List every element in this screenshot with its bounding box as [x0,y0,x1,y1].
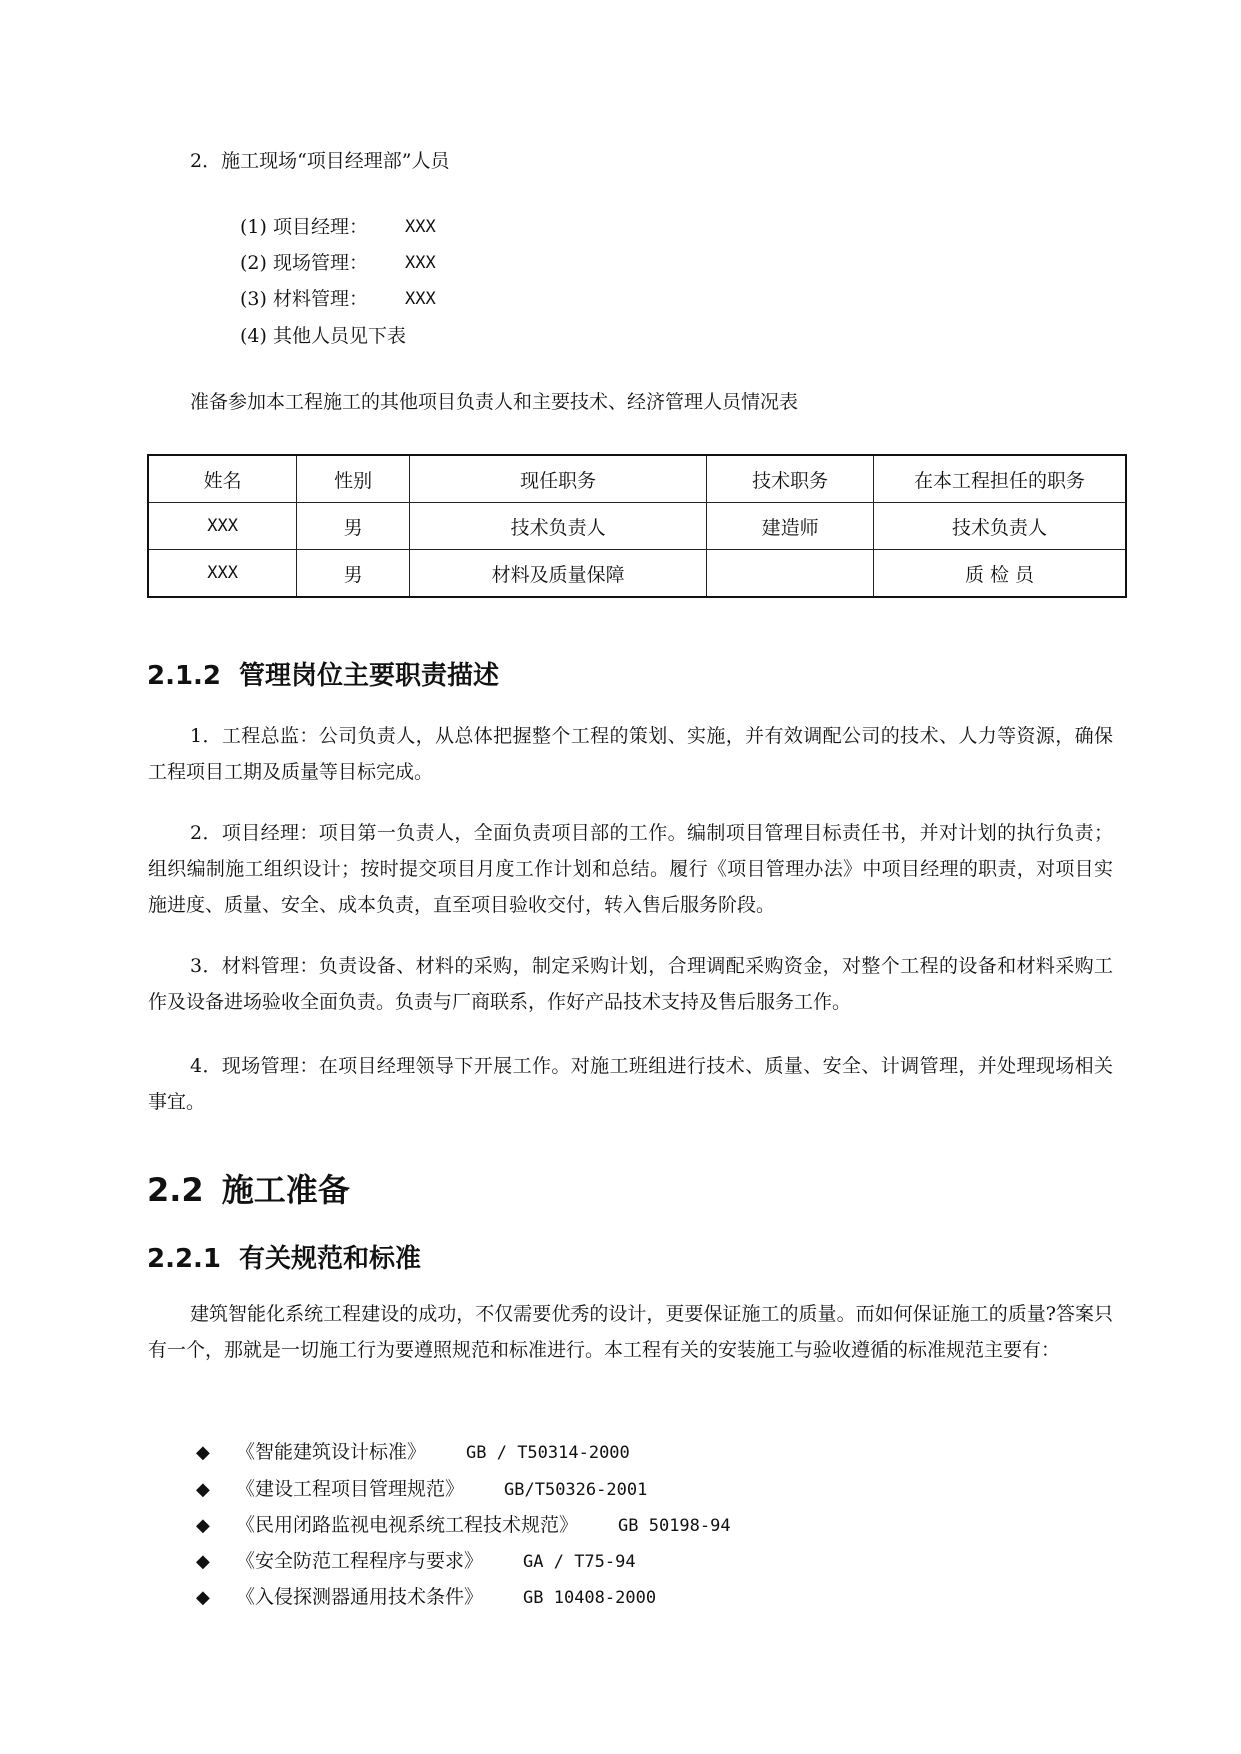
standard-code: GB / T50314-2000 [466,1443,630,1463]
diamond-bullet-icon: ◆ [196,1442,210,1463]
table-cell: 建造师 [707,503,874,550]
table-cell [707,550,874,598]
duty-paragraph-4: 4．现场管理：在项目经理领导下开展工作。对施工班组进行技术、质量、安全、计调管理，并处理现场相关事宜。 [148,1055,1113,1113]
section-heading-2-2 [147,1165,350,1211]
section-number: 2.2 [147,1171,204,1209]
table-row [148,550,1126,598]
diamond-bullet-icon: ◆ [196,1515,210,1536]
standard-name: 《安全防范工程程序与要求》 [236,1550,484,1572]
standards-intro-paragraph: 建筑智能化系统工程建设的成功，不仅需要优秀的设计，更要保证施工的质量。而如何保证施工的质量?答案只有一个，那就是一切施工行为要遵照规范和标准进行。本工程有关的安装施工与验收遵循的标准规范主要有： [148,1303,1113,1361]
table-header-cell: 技术职务 [707,455,874,503]
section-title: 管理岗位主要职责描述 [239,661,500,691]
table-cell: 技术负责人 [410,503,707,550]
staff-list-item-2 [240,245,436,281]
staff-list-label: (1) 项目经理： [240,216,368,238]
table-cell: XXX [148,550,297,598]
section-heading-2-1-2 [147,655,499,692]
standard-code: GA / T75-94 [523,1552,636,1572]
section-heading-2-2-1 [147,1238,421,1275]
standard-item [196,1471,647,1508]
standard-code: GB 10408-2000 [523,1588,657,1608]
table-header-cell: 现任职务 [410,455,707,503]
diamond-bullet-icon: ◆ [196,1551,210,1572]
intro-heading: 2．施工现场“项目经理部”人员 [190,150,450,172]
section-number: 2.1.2 [147,661,222,691]
table-header-row [148,455,1126,503]
standard-name: 《智能建筑设计标准》 [236,1441,427,1463]
staff-list-item-3 [240,281,436,317]
staff-list-item-4 [240,318,406,354]
staff-list-label: (4) 其他人员见下表 [240,325,406,347]
table-cell: 男 [297,550,410,598]
staff-list-label: (2) 现场管理： [240,252,368,274]
staff-list-value: XXX [405,217,436,237]
duty-paragraph-3: 3．材料管理：负责设备、材料的采购，制定采购计划，合理调配采购资金，对整个工程的设备和材料采购工作及设备进场验收全面负责。负责与厂商联系，作好产品技术支持及售后服务工作。 [148,955,1113,1013]
standard-name: 《建设工程项目管理规范》 [236,1478,465,1500]
table-cell: XXX [148,503,297,550]
staff-list-item-1 [240,209,436,245]
standard-name: 《入侵探测器通用技术条件》 [236,1586,484,1608]
staff-list-label: (3) 材料管理： [240,288,368,310]
standard-item [196,1579,656,1616]
standard-item [196,1543,636,1580]
table-cell: 男 [297,503,410,550]
standard-code: GB/T50326-2001 [504,1480,648,1500]
standard-item [196,1507,731,1544]
duty-paragraph-2: 2．项目经理：项目第一负责人，全面负责项目部的工作。编制项目管理目标责任书，并对计划的执行负责；组织编制施工组织设计；按时提交项目月度工作计划和总结。履行《项目管理办法》中项目经理的职责，对项目实施进度、质量、安全、成本负责，直至项目验收交付，转入售后服务阶段。 [148,822,1113,916]
table-cell: 质 检 员 [874,550,1127,598]
standard-code: GB 50198-94 [618,1516,731,1536]
staff-list-value: XXX [405,289,436,309]
table-row [148,503,1126,550]
table-cell: 技术负责人 [874,503,1127,550]
table-caption: 准备参加本工程施工的其他项目负责人和主要技术、经济管理人员情况表 [190,391,799,413]
table-header-cell: 性别 [297,455,410,503]
staff-list-value: XXX [405,253,436,273]
diamond-bullet-icon: ◆ [196,1587,210,1608]
table-cell: 材料及质量保障 [410,550,707,598]
table-header-cell: 姓名 [148,455,297,503]
diamond-bullet-icon: ◆ [196,1479,210,1500]
standard-item [196,1434,630,1471]
duty-paragraph-1: 1．工程总监：公司负责人，从总体把握整个工程的策划、实施，并有效调配公司的技术、人力等资源，确保工程项目工期及质量等目标完成。 [148,725,1113,783]
standard-name: 《民用闭路监视电视系统工程技术规范》 [236,1514,579,1536]
staff-table [147,454,1127,598]
section-title: 施工准备 [221,1171,350,1209]
table-header-cell: 在本工程担任的职务 [874,455,1127,503]
section-number: 2.2.1 [147,1244,222,1274]
section-title: 有关规范和标准 [239,1244,422,1274]
